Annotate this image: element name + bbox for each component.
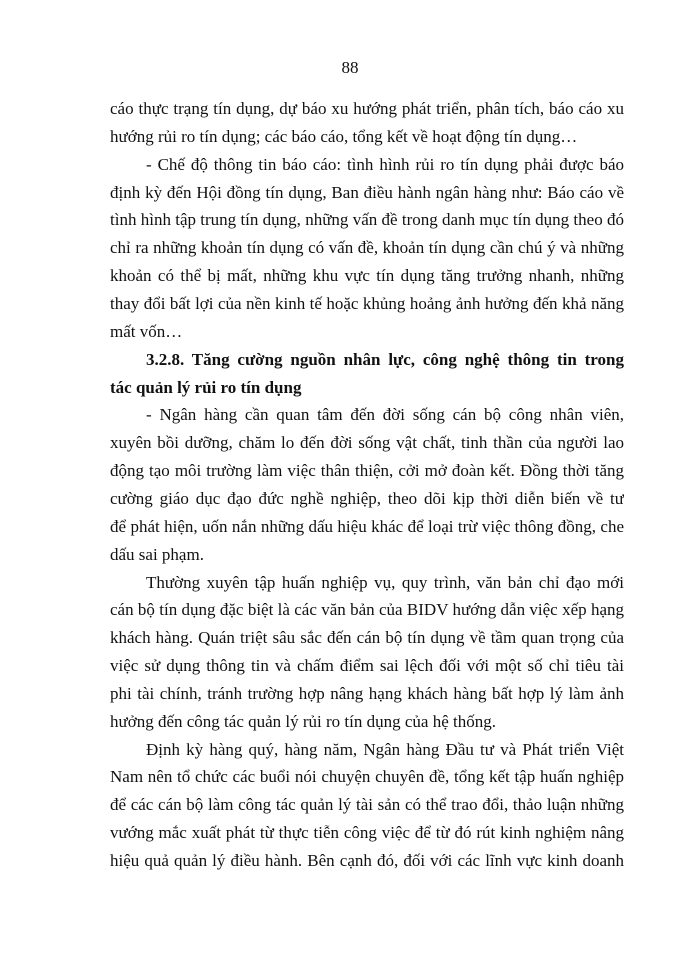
text-line: dấu sai phạm. (110, 544, 204, 564)
text-line: mất vốn… (110, 321, 183, 341)
text-line: động tạo môi trường làm việc thân thiện, cởi mở đoàn kết. Đồng thời tăng (110, 461, 624, 481)
text-line: chỉ ra những khoản tín dụng có vấn đề, khoản tín dụng cần chú ý và những (110, 238, 624, 258)
text-line: cường giáo dục đạo đức nghề nghiệp, theo dõi kịp thời diễn biến về tư (110, 488, 624, 508)
text-line: hưởng đến công tác quản lý rủi ro tín dụng của hệ thống. (110, 711, 496, 731)
text-line: Thường xuyên tập huấn nghiệp vụ, quy trình, văn bản chỉ đạo mới (146, 572, 624, 592)
text-line: định kỳ đến Hội đồng tín dụng, Ban điều hành ngân hàng như: Báo cáo về (110, 182, 624, 202)
text-line: xuyên bồi dưỡng, chăm lo đến đời sống vật chất, tinh thần của người lao (110, 433, 624, 453)
section-heading-line: 3.2.8. Tăng cường nguồn nhân lực, công nghệ thông tin trong (146, 349, 624, 369)
text-line: Nam nên tổ chức các buổi nói chuyện chuyên đề, tổng kết tập huấn nghiệp (110, 767, 624, 787)
text-line: để các cán bộ làm công tác quản lý tài sản có thể trao đổi, thảo luận những (110, 795, 624, 815)
text-line: thay đổi bất lợi của nền kinh tế hoặc khủng hoảng ảnh hưởng đến khả năng (110, 294, 624, 313)
text-line: vướng mắc xuất phát từ thực tiễn công việc để từ đó rút kinh nghiệm nâng (110, 823, 624, 843)
text-line: - Chế độ thông tin báo cáo: tình hình rủi ro tín dụng phải được báo (146, 154, 624, 174)
text-line: phi tài chính, tránh trường hợp nâng hạng khách hàng bất hợp lý làm ảnh (110, 683, 624, 703)
text-line: - Ngân hàng cần quan tâm đến đời sống cán bộ công nhân viên, (146, 405, 624, 425)
text-line: việc sử dụng thông tin và chấm điểm sai lệch đối với một số chỉ tiêu tài (110, 656, 624, 675)
text-line: hiệu quả quản lý điều hành. Bên cạnh đó, đối với các lĩnh vực kinh doanh (110, 851, 624, 870)
page-number: 88 (341, 58, 359, 77)
text-line: cáo thực trạng tín dụng, dự báo xu hướng phát triển, phân tích, báo cáo xu (110, 99, 624, 118)
text-line: Định kỳ hàng quý, hàng năm, Ngân hàng Đầu tư và Phát triển Việt (146, 739, 624, 759)
text-line: khách hàng. Quán triệt sâu sắc đến cán bộ tín dụng về tầm quan trọng của (110, 628, 624, 648)
text-line: để phát hiện, uốn nắn những dấu hiệu khác để loại trừ việc thông đồng, che (110, 516, 624, 536)
text-line: tình hình tập trung tín dụng, những vấn đề trong danh mục tín dụng theo đó (110, 210, 624, 230)
text-line: khoản có thể bị mất, những khu vực tín dụng tăng trưởng nhanh, những (110, 266, 624, 286)
section-heading-line: tác quản lý rủi ro tín dụng (110, 377, 302, 397)
text-line: hướng rủi ro tín dụng; các báo cáo, tổng kết về hoạt động tín dụng… (110, 126, 578, 146)
text-line: cán bộ tín dụng đặc biệt là các văn bản của BIDV hướng dẫn việc xếp hạng (110, 600, 624, 620)
